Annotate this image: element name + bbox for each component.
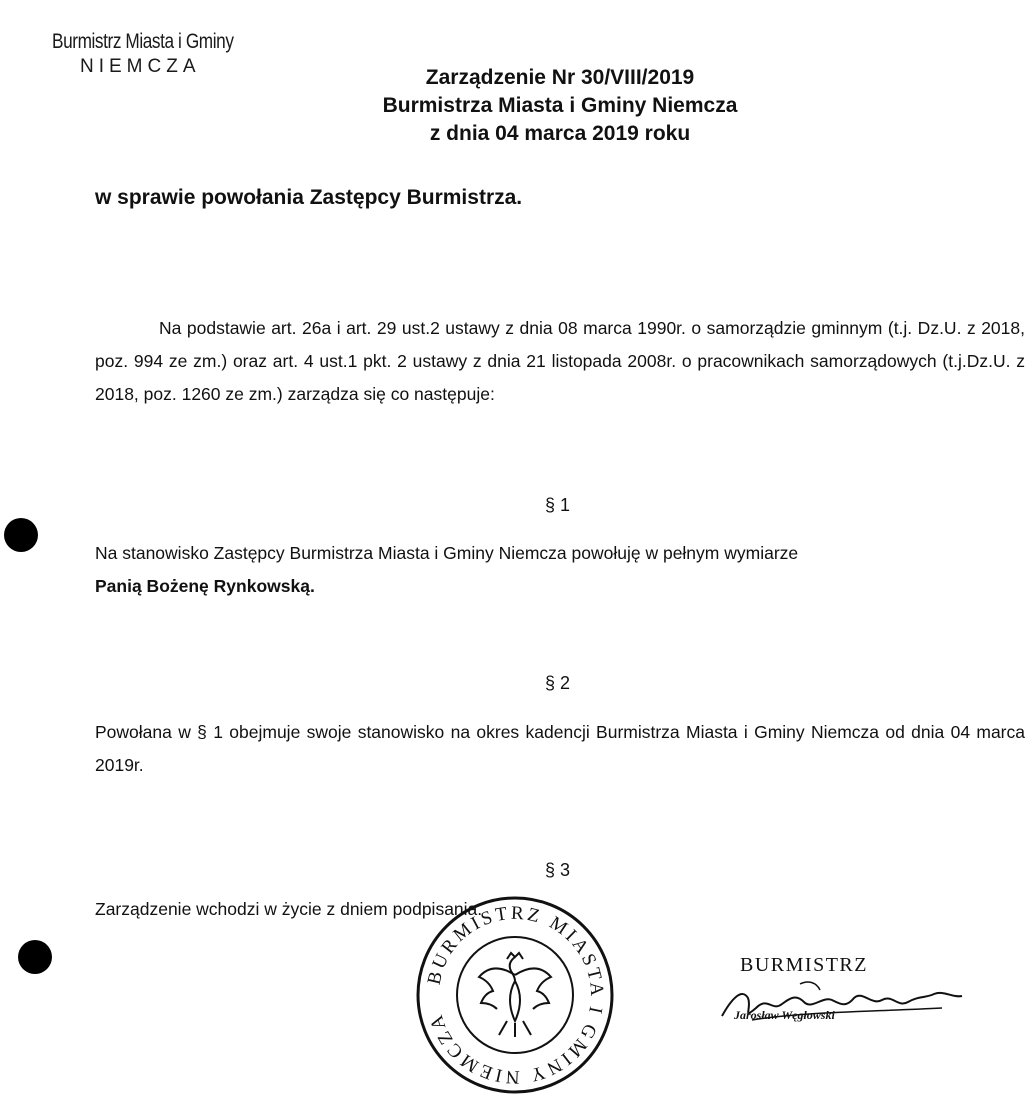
title-issuer: Burmistrza Miasta i Gminy Niemcza xyxy=(382,94,738,117)
appointee-name: Panią Bożenę Rynkowską. xyxy=(95,576,315,596)
office-town: NIEMCZA xyxy=(80,56,201,77)
document-subject: w sprawie powołania Zastępcy Burmistrza. xyxy=(95,186,523,209)
svg-text:BURMISTRZ MIASTA I GMINY NIEMC xyxy=(424,903,608,1088)
signature-block xyxy=(712,948,992,1048)
section-3-paragraph: Zarządzenie wchodzi w życie z dniem podpisania. xyxy=(95,899,483,919)
title-number: Zarządzenie Nr 30/VIII/2019 xyxy=(425,66,695,89)
title-date: z dnia 04 marca 2019 roku xyxy=(429,122,691,145)
binder-hole xyxy=(4,518,38,552)
signatory-name: Jarosław Węgłowski xyxy=(734,1008,835,1022)
binder-hole xyxy=(18,940,52,974)
section-mark-2: § 2 xyxy=(545,673,571,693)
section-1-text: Na stanowisko Zastępcy Burmistrza Miasta i Gminy Niemcza powołuję w pełnym wymiarze xyxy=(95,543,799,563)
signature-title: BURMISTRZ xyxy=(740,954,868,976)
document-title xyxy=(250,64,870,148)
section-2-paragraph: Powołana w § 1 obejmuje swoje stanowisko na okres kadencji Burmistrza Miasta i Gminy Niemcza od dnia 04 marca 2019r. xyxy=(95,722,1025,775)
handwritten-signature xyxy=(712,968,992,1038)
official-seal xyxy=(415,895,615,1095)
section-mark-3: § 3 xyxy=(545,860,571,880)
section-1-paragraph xyxy=(95,537,1025,603)
seal-ring-text: BURMISTRZ MIASTA I GMINY NIEMCZA xyxy=(423,902,608,1088)
seal-emblem-icon xyxy=(415,895,615,1095)
section-mark-1: § 1 xyxy=(545,495,571,515)
office-name: Burmistrz Miasta i Gminy xyxy=(52,30,234,53)
office-stamp-header xyxy=(52,30,272,78)
preamble-paragraph: Na podstawie art. 26a i art. 29 ust.2 ustawy z dnia 08 marca 1990r. o samorządzie gminnym (t.j. Dz.U. z 2018, poz. 994 ze zm.) oraz art. 4 ust.1 pkt. 2 ustawy z dnia 21 listopada 2008r. o pracownikach samorządowych (t.j.Dz.U. z 2018, poz. 1260 ze zm.) zarządza się co następuje: xyxy=(95,318,1025,404)
